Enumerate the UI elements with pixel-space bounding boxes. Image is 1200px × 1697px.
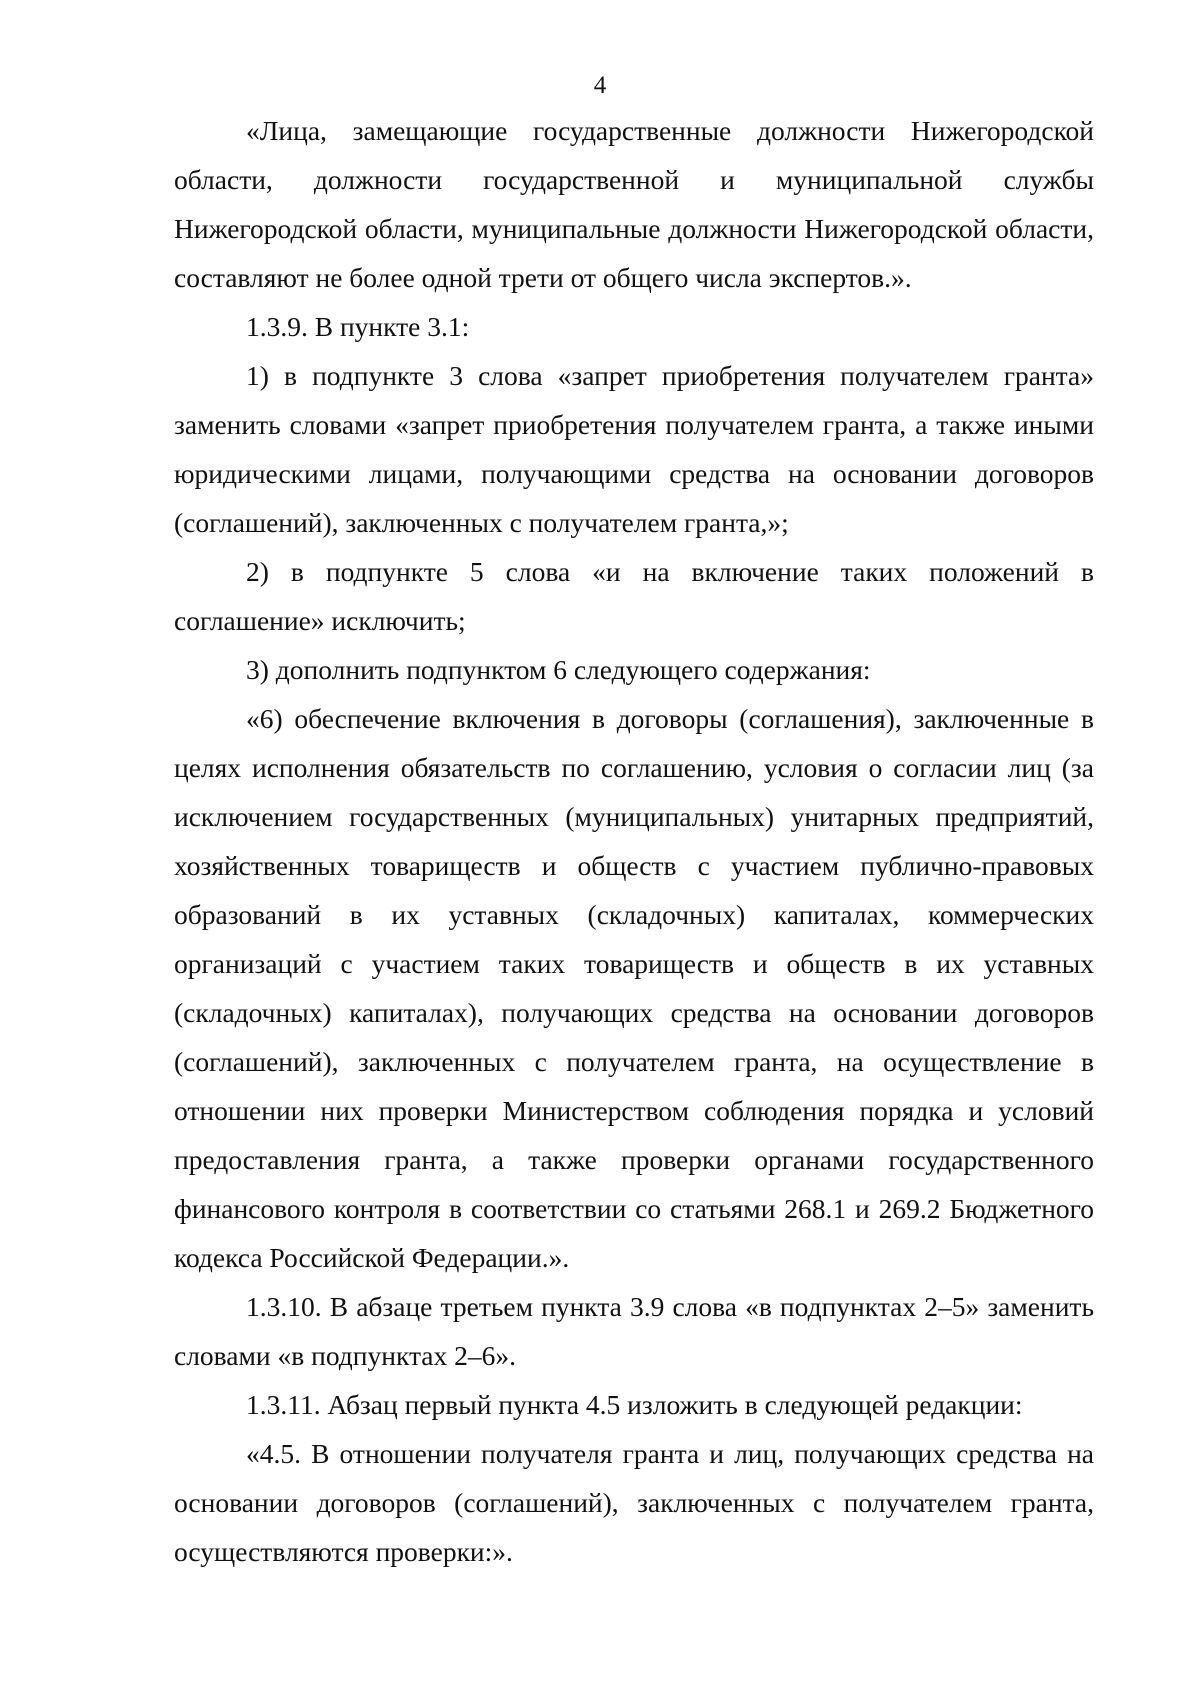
paragraph-subitem-3: 3) дополнить подпунктом 6 следующего содержания:	[246, 654, 871, 685]
paragraph-experts-quota: «Лица, замещающие государственные должности Нижегородской области, должности государственной и муниципальной службы Нижегородской области, муниципальные должности Нижегородской области, составляют не более одной трети от общего числа экспертов.».	[174, 115, 1094, 293]
page-number: 4	[593, 72, 607, 99]
paragraph-subitem-2: 2) в подпункте 5 слова «и на включение таких положений в соглашение» исключить;	[174, 556, 1094, 636]
document-body	[174, 106, 1094, 1576]
paragraph-subitem-1: 1) в подпункте 3 слова «запрет приобретения получателем гранта» заменить словами «запрет приобретения получателем гранта, а также иными юридическими лицами, получающими средства на основании договоров (соглашений), заключенных с получателем гранта,»;	[174, 360, 1094, 538]
paragraph-4-5-text: «4.5. В отношении получателя гранта и лиц, получающих средства на основании договоров (соглашений), заключенных с получателем гранта, осуществляются проверки:».	[174, 1438, 1094, 1567]
paragraph-1-3-10: 1.3.10. В абзаце третьем пункта 3.9 слова «в подпунктах 2–5» заменить словами «в подпунктах 2–6».	[174, 1291, 1094, 1371]
paragraph-subitem-6-text: «6) обеспечение включения в договоры (соглашения), заключенные в целях исполнения обязательств по соглашению, условия о согласии лиц (за исключением государственных (муниципальных) унитарных предприятий, хозяйственных товариществ и обществ с участием публично-правовых образований в их уставных (складочных) капиталах, коммерческих организаций с участием таких товариществ и обществ в их уставных (складочных) капиталах), получающих средства на основании договоров (соглашений), заключенных с получателем гранта, на осуществление в отношении них проверки Министерством соблюдения порядка и условий предоставления гранта, а также проверки органами государственного финансового контроля в соответствии со статьями 268.1 и 269.2 Бюджетного кодекса Российской Федерации.».	[174, 703, 1094, 1273]
paragraph-1-3-11: 1.3.11. Абзац первый пункта 4.5 изложить в следующей редакции:	[246, 1389, 1023, 1420]
paragraph-1-3-9-heading: 1.3.9. В пункте 3.1:	[246, 311, 470, 342]
